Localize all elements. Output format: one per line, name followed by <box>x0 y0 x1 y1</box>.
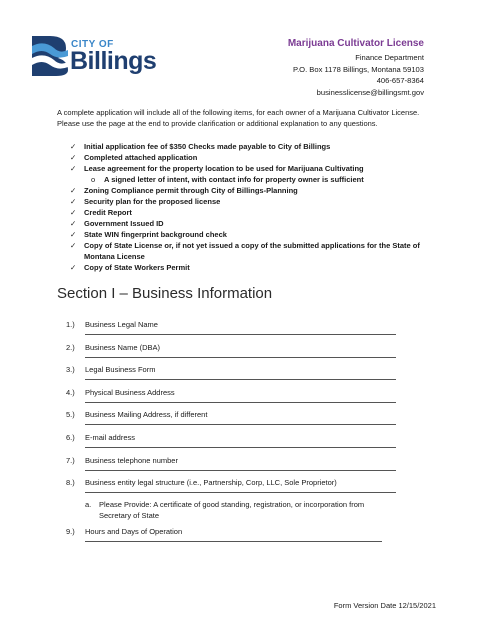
field-label: Legal Business Form <box>85 365 156 375</box>
answer-line[interactable] <box>85 492 396 493</box>
field-telephone[interactable]: 7.) Business telephone number <box>66 456 396 479</box>
checklist-item: ✓ Security plan for the proposed license <box>70 197 221 206</box>
answer-line[interactable] <box>85 357 396 358</box>
checklist-subitem: o A signed letter of intent, with contact info for property owner is sufficient <box>91 175 364 184</box>
checkmark-icon: ✓ <box>70 230 77 239</box>
field-business-legal-name[interactable]: 1.) Business Legal Name <box>66 320 396 343</box>
field-label: Hours and Days of Operation <box>85 526 183 536</box>
checkmark-icon: ✓ <box>70 197 77 206</box>
business-info-fields <box>66 320 396 549</box>
field-label: Business Legal Name <box>85 320 158 329</box>
checklist-item: ✓ Initial application fee of $350 Checks made payable to City of Billings <box>70 142 331 151</box>
header-phone: 406-657-8364 <box>376 76 424 86</box>
answer-line[interactable] <box>85 379 396 380</box>
field-legal-structure[interactable]: 8.) Business entity legal structure (i.e., Partnership, Corp, LLC, Sole Proprietor) <box>66 478 396 501</box>
answer-line[interactable] <box>85 470 396 471</box>
note-marker: a. <box>85 499 92 509</box>
answer-line[interactable] <box>85 541 382 542</box>
billings-logo-icon <box>30 34 70 78</box>
field-business-name-dba[interactable]: 2.) Business Name (DBA) <box>66 343 396 366</box>
field-label: Business entity legal structure (i.e., Partnership, Corp, LLC, Sole Proprietor) <box>85 478 337 488</box>
logo-name-text: Billings <box>70 47 157 75</box>
checklist-item: ✓ Government Issued ID <box>70 219 164 228</box>
checkmark-icon: ✓ <box>70 164 77 173</box>
checklist-item: ✓ Lease agreement for the property location to be used for Marijuana Cultivating <box>70 164 364 173</box>
checkmark-icon: ✓ <box>70 241 77 250</box>
checklist-item: ✓ Zoning Compliance permit through City of Billings-Planning <box>70 186 298 195</box>
checkmark-icon: ✓ <box>70 186 77 195</box>
checklist-item: ✓ State WIN fingerprint background check <box>70 230 227 239</box>
form-title: Marijuana Cultivator License <box>287 38 424 49</box>
header-email[interactable]: businesslicense@billingsmt.gov <box>316 87 424 97</box>
field-label: E-mail address <box>85 432 136 442</box>
checklist-item: ✓ Credit Report <box>70 208 132 217</box>
checklist-item: ✓ Completed attached application <box>70 153 198 162</box>
field-mailing-address[interactable]: 5.) Business Mailing Address, if different <box>66 410 396 433</box>
requirements-checklist <box>70 141 425 273</box>
logo-city-text: CITY OF <box>71 39 114 50</box>
field-label: Business Mailing Address, if different <box>85 410 208 420</box>
circle-bullet-icon: o <box>91 175 96 184</box>
checkmark-icon: ✓ <box>70 142 77 151</box>
header-address: P.O. Box 1178 Billings, Montana 59103 <box>292 64 424 74</box>
field-physical-address[interactable]: 4.) Physical Business Address <box>66 388 396 411</box>
header-department: Finance Department <box>355 53 424 62</box>
section-title: Section I – Business Information <box>57 285 273 302</box>
field-label: Physical Business Address <box>85 387 175 397</box>
note-text: Please Provide: A certificate of good standing, registration, or incorporation from Secretary of State <box>99 499 365 520</box>
answer-line[interactable] <box>85 447 396 448</box>
answer-line[interactable] <box>85 424 396 425</box>
checkmark-icon: ✓ <box>70 208 77 217</box>
answer-line[interactable] <box>85 402 396 403</box>
checkmark-icon: ✓ <box>70 263 77 272</box>
checkmark-icon: ✓ <box>70 219 77 228</box>
city-of-billings-logo <box>30 34 156 80</box>
field-legal-business-form[interactable]: 3.) Legal Business Form <box>66 365 396 388</box>
checkmark-icon: ✓ <box>70 153 77 162</box>
answer-line[interactable] <box>85 334 396 335</box>
field-label: Business telephone number <box>85 455 178 465</box>
checklist-item: ✓ Copy of State License or, if not yet issued a copy of the submitted applications for the State of Montana License <box>70 241 420 261</box>
form-version-footer: Form Version Date 12/15/2021 <box>333 601 436 610</box>
intro-paragraph: A complete application will include all of the following items, for each owner of a Marijuana Cultivator License. Please use the page at the end to provide clarification or additional explanation to any questions. <box>57 108 420 128</box>
field-label: Business Name (DBA) <box>85 342 161 352</box>
field-email-address[interactable]: 6.) E-mail address <box>66 433 396 456</box>
checklist-item: ✓ Copy of State Workers Permit <box>70 263 190 272</box>
field-hours-of-operation[interactable]: 9.) Hours and Days of Operation <box>66 527 396 549</box>
header-contact <box>288 37 424 98</box>
field-8-note <box>66 499 396 521</box>
